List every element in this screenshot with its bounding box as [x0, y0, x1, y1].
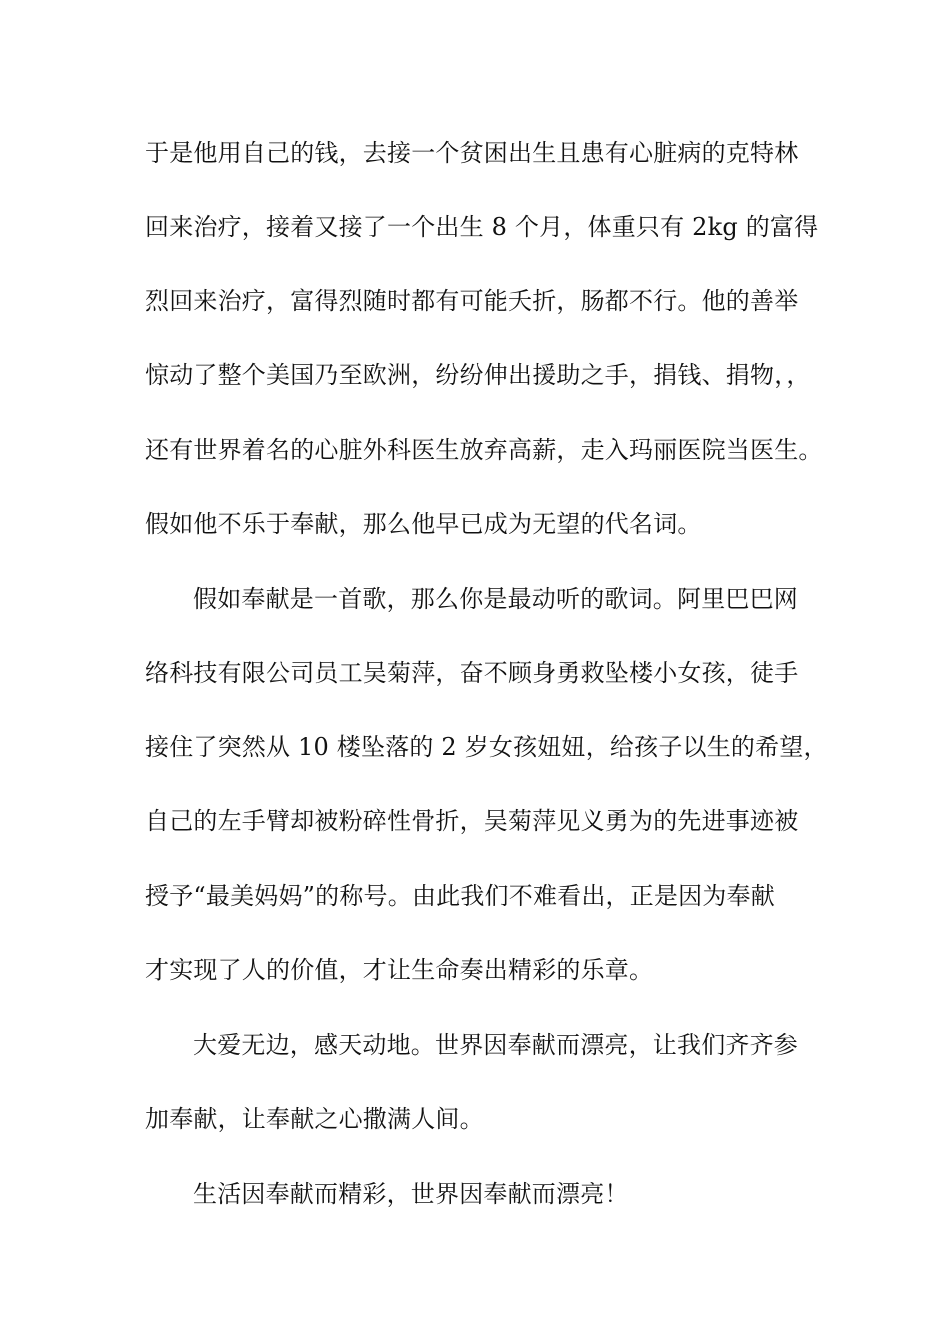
text-line-11: 授予“最美妈妈”的称号。由此我们不难看出，正是因为奉献 — [145, 882, 775, 910]
text-line-6: 假如他不乐于奉献，那么他早已成为无望的代名词。 — [145, 510, 702, 538]
text-line-3: 烈回来治疗，富得烈随时都有可能夭折，肠都不行。他的善举 — [145, 287, 799, 315]
text-line-10: 自己的左手臂却被粉碎性骨折，吴菊萍见义勇为的先进事迹被 — [145, 807, 799, 835]
text-line-8: 络科技有限公司员工吴菊萍，奋不顾身勇救坠楼小女孩，徒手 — [145, 659, 799, 687]
text-line-1: 于是他用自己的钱，去接一个贫困出生且患有心脏病的克特林 — [145, 139, 799, 167]
text-line-7: 假如奉献是一首歌，那么你是最动听的歌词。阿里巴巴网 — [193, 585, 798, 613]
text-line-9: 接住了突然从 10 楼坠落的 2 岁女孩妞妞，给孩子以生的希望， — [145, 733, 828, 761]
text-line-2: 回来治疗，接着又接了一个出生 8 个月，体重只有 2kg 的富得 — [145, 213, 819, 241]
text-line-15: 生活因奉献而精彩，世界因奉献而漂亮！ — [193, 1180, 629, 1208]
text-line-13: 大爱无边，感天动地。世界因奉献而漂亮，让我们齐齐参 — [193, 1031, 798, 1059]
text-line-12: 才实现了人的价值，才让生命奏出精彩的乐章。 — [145, 956, 654, 984]
text-line-14: 加奉献，让奉献之心撒满人间。 — [145, 1105, 484, 1133]
text-line-4: 惊动了整个美国乃至欧洲，纷纷伸出援助之手，捐钱、捐物，， — [145, 361, 811, 389]
text-line-5: 还有世界着名的心脏外科医生放弃高薪，走入玛丽医院当医生。 — [145, 436, 823, 464]
